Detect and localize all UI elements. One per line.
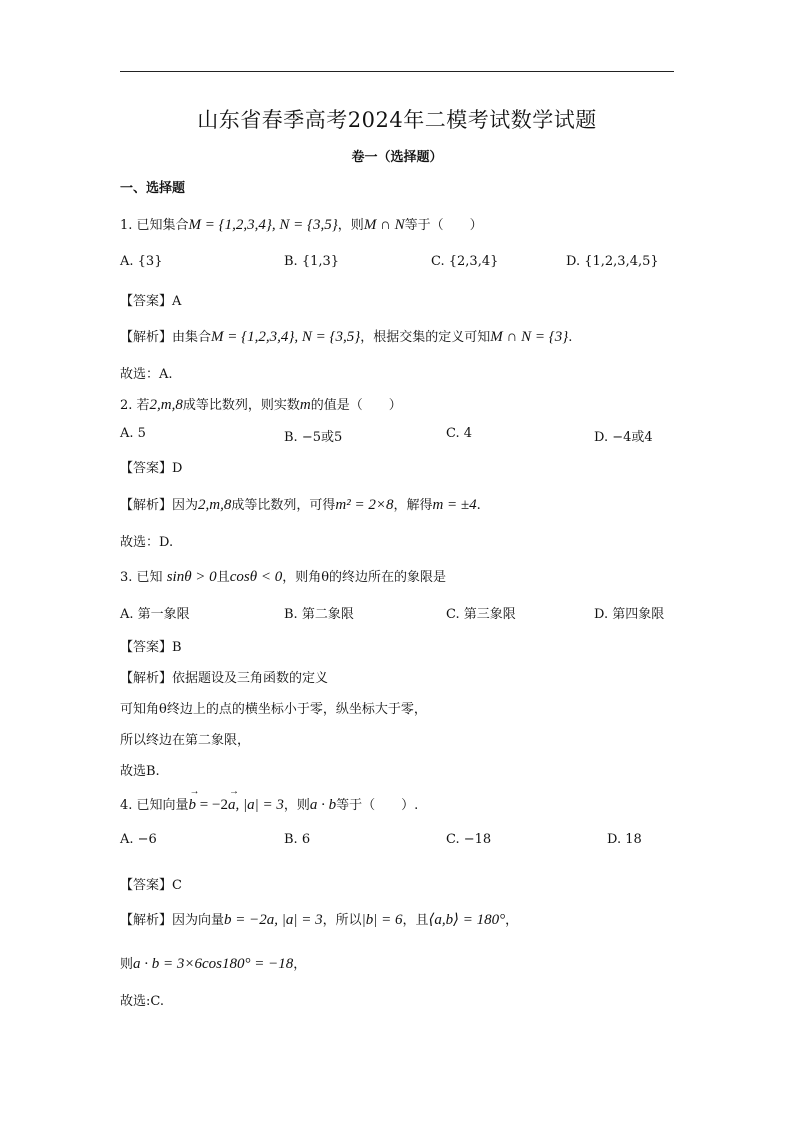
q4-calculation: 则a · b = 3×6cos180° = −18，: [120, 956, 307, 972]
paper-subtitle: 卷一（选择题）: [351, 150, 443, 165]
q2-option-d: D. −4或4: [594, 430, 653, 445]
section-heading: 一、选择题: [120, 181, 186, 196]
q1-option-c: C. {2,3,4}: [431, 254, 499, 269]
q3-option-d: D. 第四象限: [594, 607, 665, 622]
q4-option-a: A. −6: [120, 832, 157, 847]
q1-option-d: D. {1,2,3,4,5}: [566, 254, 659, 269]
q2-option-b: B. −5或5: [284, 430, 343, 445]
q3-analysis-line-2: 可知角θ终边上的点的横坐标小于零，纵坐标大于零，: [120, 702, 427, 717]
question-1-stem: 1. 已知集合M = {1,2,3,4}, N = {3,5}，则M ∩ N等于（ ）: [120, 217, 483, 233]
q1-answer: 【答案】A: [120, 294, 182, 309]
q3-option-a: A. 第一象限: [120, 607, 190, 622]
question-4-stem: 4. 已知向量→ b = −2→ a, |a| = 3，则a · b等于（ ）.: [120, 794, 418, 814]
q2-analysis: 【解析】因为2,m,8成等比数列，可得m² = 2×8，解得m = ±4.: [120, 497, 481, 513]
q1-option-a: A. {3}: [120, 254, 163, 269]
q3-analysis-line-1: 【解析】依据题设及三角函数的定义: [120, 671, 329, 686]
q1-math-intersection: M ∩ N: [363, 217, 405, 233]
q4-option-b: B. 6: [284, 832, 311, 847]
q3-option-b: B. 第二象限: [284, 607, 354, 622]
q4-analysis: 【解析】因为向量b = −2a, |a| = 3，所以|b| = 6，且⟨a,b⟩ = 180°，: [120, 912, 519, 928]
q4-conclusion: 故选:C.: [120, 994, 164, 1009]
question-2-stem: 2. 若2,m,8成等比数列，则实数m的值是（ ）: [120, 397, 402, 413]
q3-option-c: C. 第三象限: [446, 607, 516, 622]
q4-answer: 【答案】C: [120, 878, 182, 893]
q1-conclusion: 故选：A.: [120, 367, 173, 382]
q3-analysis-line-3: 所以终边在第二象限，: [120, 733, 251, 748]
q2-option-a: A. 5: [120, 426, 146, 441]
q2-conclusion: 故选：D.: [120, 535, 174, 550]
page-title: 山东省春季高考2024年二模考试数学试题: [197, 108, 597, 132]
q2-answer: 【答案】D: [120, 461, 183, 476]
q4-option-d: D. 18: [607, 832, 642, 847]
q1-analysis: 【解析】由集合M = {1,2,3,4}, N = {3,5}，根据交集的定义可知M ∩ N = {3}.: [120, 329, 573, 345]
q1-math-sets: M = {1,2,3,4}, N = {3,5}: [188, 217, 338, 233]
q2-option-c: C. 4: [446, 426, 473, 441]
q3-answer: 【答案】B: [120, 640, 182, 655]
q3-conclusion: 故选B.: [120, 764, 160, 779]
header-rule: [120, 71, 674, 72]
q1-option-b: B. {1,3}: [284, 254, 340, 269]
q4-option-c: C. −18: [446, 832, 492, 847]
question-3-stem: 3. 已知 sinθ > 0且cosθ < 0，则角θ的终边所在的象限是: [120, 569, 447, 585]
